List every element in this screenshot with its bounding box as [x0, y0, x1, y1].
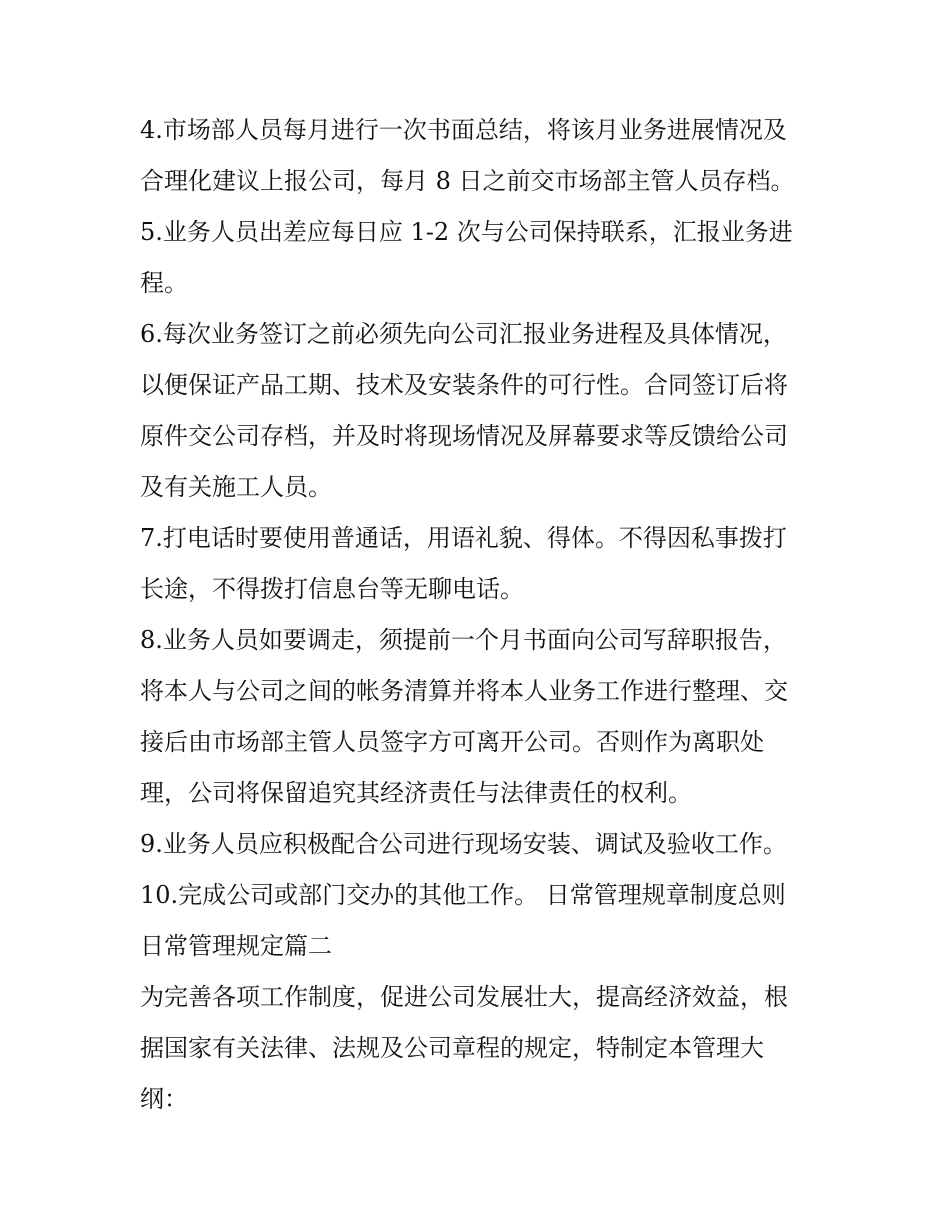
text-line: 理，公司将保留追究其经济责任与法律责任的权利。: [140, 779, 692, 807]
text-line: 以便保证产品工期、技术及安装条件的可行性。合同签订后将: [140, 371, 788, 399]
text-line: 日常管理规定篇二: [140, 932, 332, 960]
text-line: 4.市场部人员每月进行一次书面总结，将该月业务进展情况及: [140, 116, 787, 144]
text-line: 接后由市场部主管人员签字方可离开公司。否则作为离职处: [140, 728, 764, 756]
text-line: 将本人与公司之间的帐务清算并将本人业务工作进行整理、交: [140, 677, 788, 705]
text-line: 合理化建议上报公司，每月 8 日之前交市场部主管人员存档。: [140, 167, 795, 195]
text-line: 7.打电话时要使用普通话，用语礼貌、得体。不得因私事拨打: [140, 524, 787, 552]
document-body: [140, 105, 820, 1125]
text-line: 原件交公司存档，并及时将现场情况及屏幕要求等反馈给公司: [140, 422, 788, 450]
text-line: 10.完成公司或部门交办的其他工作。 日常管理规章制度总则: [140, 881, 786, 909]
text-line: 纲：: [140, 1085, 188, 1113]
text-line: 5.业务人员出差应每日应 1-2 次与公司保持联系，汇报业务进: [140, 218, 793, 246]
text-line: 及有关施工人员。: [140, 473, 332, 501]
text-line: 6.每次业务签订之前必须先向公司汇报业务进程及具体情况，: [140, 320, 787, 348]
text-line: 长途，不得拨打信息台等无聊电话。: [140, 575, 524, 603]
text-line: 9.业务人员应积极配合公司进行现场安装、调试及验收工作。: [140, 830, 787, 858]
text-line: 据国家有关法律、法规及公司章程的规定，特制定本管理大: [140, 1034, 764, 1062]
text-line: 程。: [140, 269, 188, 297]
text-line: 为完善各项工作制度，促进公司发展壮大，提高经济效益，根: [140, 983, 788, 1011]
text-line: 8.业务人员如要调走，须提前一个月书面向公司写辞职报告，: [140, 626, 787, 654]
